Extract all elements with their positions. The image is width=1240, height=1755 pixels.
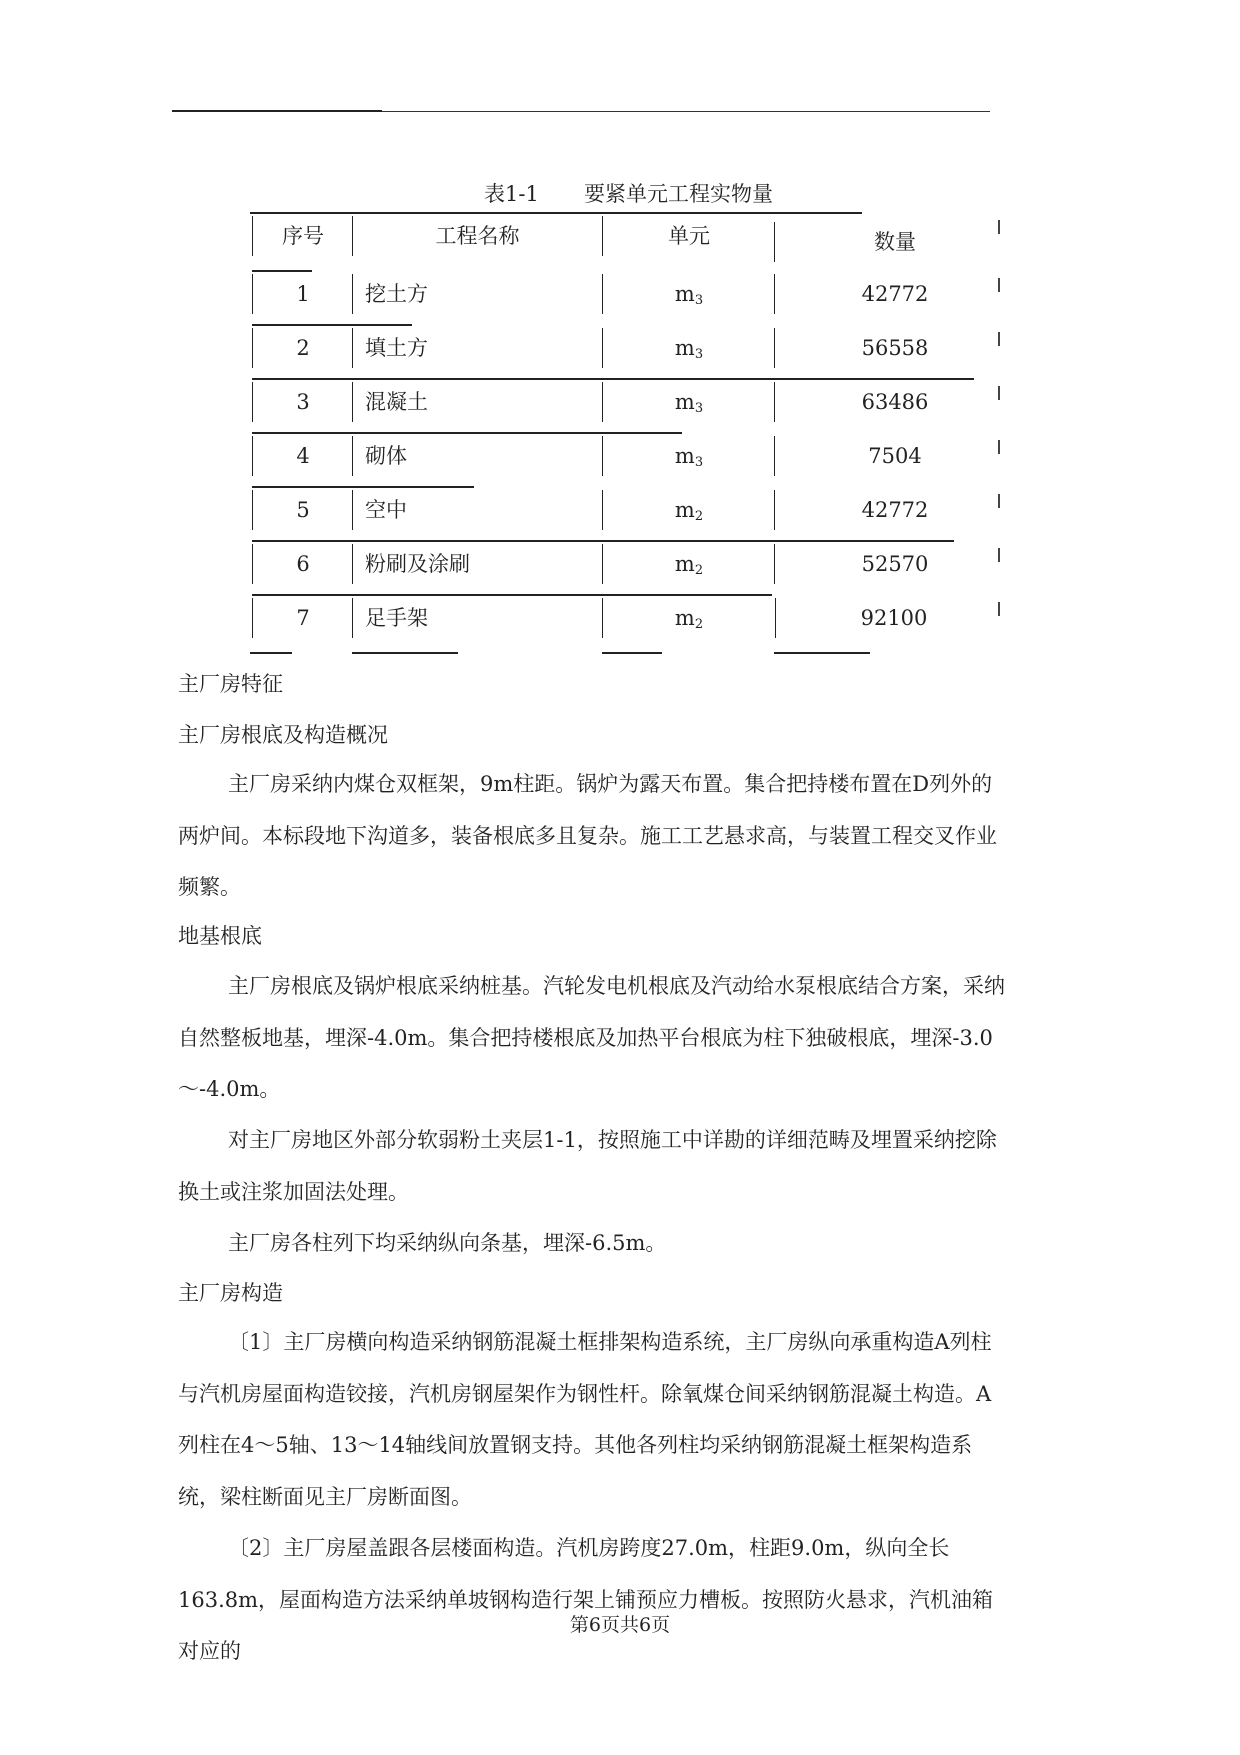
row-unit: [602, 598, 776, 638]
right-margin-mark: [998, 494, 1000, 508]
unit-symbol: m: [674, 606, 695, 630]
paragraph: 主厂房采纳内煤仓双框架，9m柱距。锅炉为露天布置。集合把持楼布置在D列外的两炉间。本标段地下沟道多，装备根底多且复杂。施工工艺悬求高，与装置工程交叉作业频繁。: [178, 772, 997, 899]
row-name: 挖土方: [352, 274, 602, 314]
row-qty: 52570: [774, 544, 1015, 584]
row-unit: [602, 382, 775, 422]
row-qty: 42772: [774, 490, 1015, 530]
bottom-rule-segment: [352, 652, 458, 654]
bottom-rule-segment: [602, 652, 662, 654]
section-heading: 地基根底: [178, 924, 262, 948]
row-seq: 2: [252, 328, 353, 368]
header-rule-thick: [172, 110, 382, 112]
table-number: 表1-1: [484, 182, 539, 206]
row-name: 混凝土: [352, 382, 602, 422]
bottom-rule-segment: [250, 652, 292, 654]
right-margin-mark: [998, 278, 1000, 292]
paragraph: 主厂房根底及锅炉根底采纳桩基。汽轮发电机根底及汽动给水泵根底结合方案，采纳自然整板地基，埋深-4.0m。集合把持楼根底及加热平台根底为柱下独破根底，埋深-3.0～-4.0m。: [178, 974, 1005, 1101]
page-footer: 第6页共6页: [569, 1614, 671, 1636]
unit-exponent: 3: [694, 347, 704, 362]
row-rule: [252, 270, 312, 272]
header-unit: 单元: [602, 216, 775, 256]
row-unit: [602, 328, 775, 368]
unit-exponent: 3: [694, 455, 704, 470]
unit-symbol: m: [674, 498, 695, 522]
row-unit: [602, 544, 775, 584]
row-name: 粉刷及涂刷: [352, 544, 602, 584]
row-qty: 63486: [774, 382, 1015, 422]
row-qty: 42772: [774, 274, 1015, 314]
right-margin-mark: [998, 220, 1000, 234]
unit-exponent: 3: [694, 401, 704, 416]
header-rule: [382, 111, 990, 112]
row-seq: 1: [252, 274, 353, 314]
table-row: [250, 490, 1020, 544]
row-rule: [252, 432, 682, 434]
row-qty: 92100: [860, 606, 928, 630]
row-qty: 7504: [774, 436, 1015, 476]
row-unit: [602, 274, 775, 314]
right-margin-mark: [998, 440, 1000, 454]
header-name: 工程名称: [352, 216, 602, 256]
unit-symbol: m: [674, 336, 695, 360]
header-seq: 序号: [252, 216, 353, 256]
table-row: [250, 598, 1020, 652]
unit-exponent: 2: [694, 509, 704, 524]
row-qty: 56558: [774, 328, 1015, 368]
table-row: [250, 382, 1020, 436]
row-rule: [252, 486, 474, 488]
right-margin-mark: [998, 602, 1000, 616]
row-name: 空中: [352, 490, 602, 530]
row-seq: 5: [252, 490, 353, 530]
paragraph: 对主厂房地区外部分软弱粉土夹层1-1，按照施工中详勘的详细范畴及埋置采纳挖除换土或注浆加固法处理。: [178, 1128, 997, 1204]
table-row: [250, 544, 1020, 598]
row-rule: [252, 324, 412, 326]
section-heading: 主厂房根底及构造概况: [178, 723, 388, 747]
row-rule: [252, 378, 974, 380]
paragraph: 〔1〕主厂房横向构造采纳钢筋混凝土框排架构造系统，主厂房纵向承重构造A列柱与汽机房屋面构造铰接，汽机房钢屋架作为钢性杆。除氧煤仓间采纳钢筋混凝土构造。A列柱在4～5轴、13～14轴线间放置钢支持。其他各列柱均采纳钢筋混凝土框架构造系统，梁柱断面见主厂房断面图。: [178, 1330, 992, 1509]
unit-exponent: 3: [694, 293, 704, 308]
paragraph: 主厂房各柱列下均采纳纵向条基，埋深-6.5m。: [228, 1231, 667, 1255]
row-name: 足手架: [352, 598, 602, 638]
row-seq: 4: [252, 436, 353, 476]
right-margin-mark: [998, 548, 1000, 562]
unit-symbol: m: [674, 444, 695, 468]
row-unit: [602, 436, 775, 476]
table-row: [250, 328, 1020, 382]
right-margin-mark: [998, 386, 1000, 400]
row-seq: 3: [252, 382, 353, 422]
row-name: 填土方: [352, 328, 602, 368]
table-row: [250, 436, 1020, 490]
section-heading: 主厂房特征: [178, 672, 283, 696]
row-seq: 7: [252, 598, 353, 638]
right-margin-mark: [998, 332, 1000, 346]
table-header-row: [250, 216, 1020, 270]
row-rule: [252, 540, 954, 542]
unit-symbol: m: [674, 552, 695, 576]
table-top-rule: [250, 212, 862, 214]
bottom-rule-segment: [774, 652, 870, 654]
paragraph: 〔2〕主厂房屋盖跟各层楼面构造。汽机房跨度27.0m，柱距9.0m，纵向全长163.8m，屋面构造方法采纳单坡钢构造行架上铺预应力槽板。按照防火悬求，汽机油箱对应的: [178, 1536, 994, 1663]
table-row: [250, 274, 1020, 328]
unit-symbol: m: [674, 390, 695, 414]
row-unit: [602, 490, 775, 530]
header-qty: 数量: [774, 222, 1015, 262]
unit-exponent: 2: [694, 617, 704, 632]
row-rule: [252, 594, 772, 596]
row-name: 砌体: [352, 436, 602, 476]
unit-symbol: m: [674, 282, 695, 306]
unit-exponent: 2: [694, 563, 704, 578]
table-title: 要紧单元工程实物量: [584, 182, 773, 206]
row-seq: 6: [252, 544, 353, 584]
section-heading: 主厂房构造: [178, 1281, 283, 1305]
